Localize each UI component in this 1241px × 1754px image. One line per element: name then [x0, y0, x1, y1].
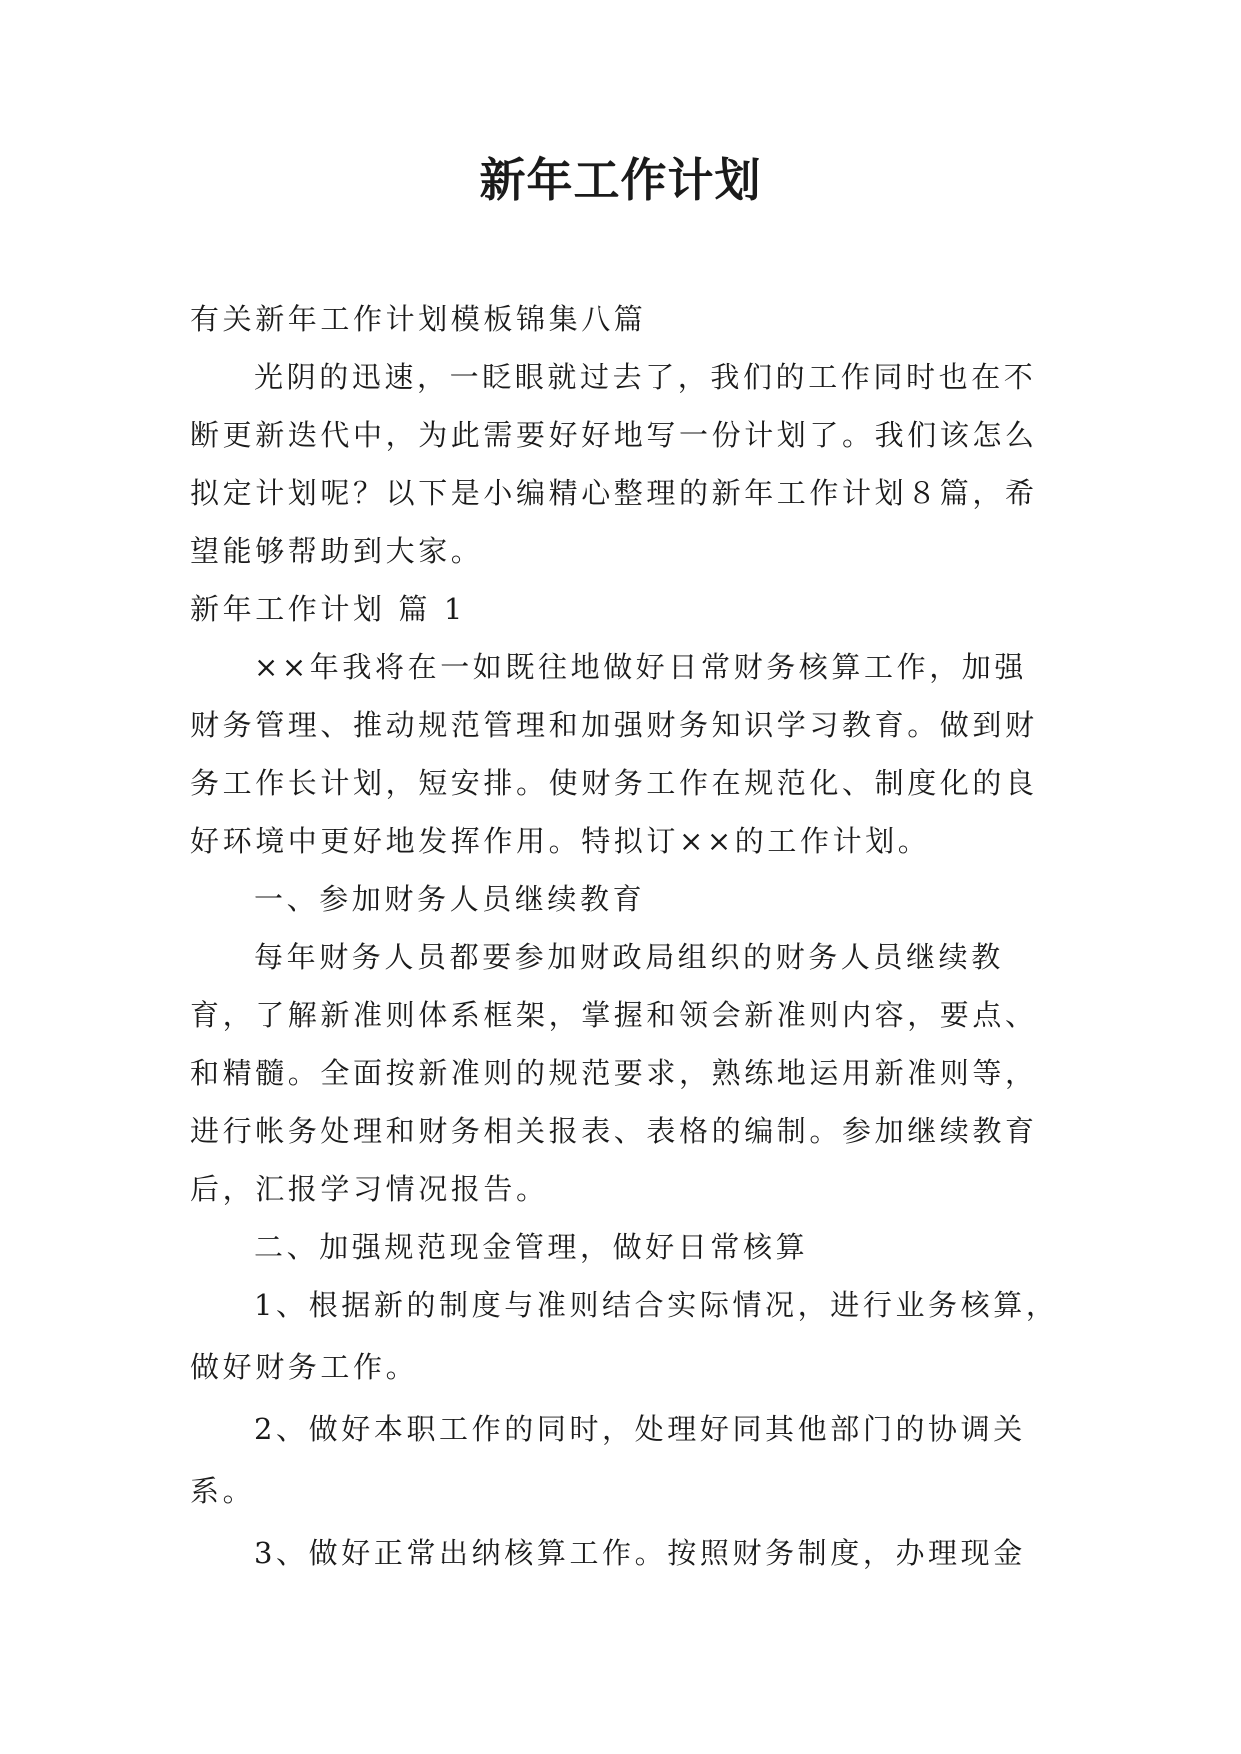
paragraph-line: 后，汇报学习情况报告。	[190, 1172, 549, 1206]
paragraph-line: 断更新迭代中，为此需要好好地写一份计划了。我们该怎么	[190, 418, 1038, 452]
paragraph-line: 2、做好本职工作的同时，处理好同其他部门的协调关	[254, 1412, 1026, 1446]
paragraph-line: 望能够帮助到大家。	[190, 534, 484, 568]
paragraph-line: 务工作长计划，短安排。使财务工作在规范化、制度化的良	[190, 766, 1038, 800]
paragraph-line: 和精髓。全面按新准则的规范要求，熟练地运用新准则等，	[190, 1056, 1038, 1090]
paragraph-line: 系。	[190, 1474, 256, 1508]
paragraph-line: 有关新年工作计划模板锦集八篇	[190, 302, 647, 336]
paragraph-line: 财务管理、推动规范管理和加强财务知识学习教育。做到财	[190, 708, 1038, 742]
paragraph-line: ××年我将在一如既往地做好日常财务核算工作，加强	[254, 650, 1027, 684]
paragraph-line: 进行帐务处理和财务相关报表、表格的编制。参加继续教育	[190, 1114, 1038, 1148]
paragraph-line: 新年工作计划 篇 1	[190, 592, 466, 626]
paragraph-line: 做好财务工作。	[190, 1350, 419, 1384]
paragraph-line: 好环境中更好地发挥作用。特拟订××的工作计划。	[190, 824, 931, 858]
paragraph-line: 拟定计划呢？以下是小编精心整理的新年工作计划８篇，希	[190, 476, 1038, 510]
document-title: 新年工作计划	[479, 153, 762, 207]
paragraph-line: 3、做好正常出纳核算工作。按照财务制度，办理现金	[254, 1536, 1026, 1570]
paragraph-line: 光阴的迅速，一眨眼就过去了，我们的工作同时也在不	[254, 360, 1037, 394]
paragraph-line: 二、加强规范现金管理，做好日常核算	[254, 1230, 809, 1264]
document-body	[190, 290, 1060, 1582]
paragraph-line: 每年财务人员都要参加财政局组织的财务人员继续教	[254, 940, 1004, 974]
paragraph-line: 1、根据新的制度与准则结合实际情况，进行业务核算，	[254, 1288, 1059, 1322]
paragraph-line: 育，了解新准则体系框架，掌握和领会新准则内容，要点、	[190, 998, 1038, 1032]
paragraph-line: 一、参加财务人员继续教育	[254, 882, 646, 916]
